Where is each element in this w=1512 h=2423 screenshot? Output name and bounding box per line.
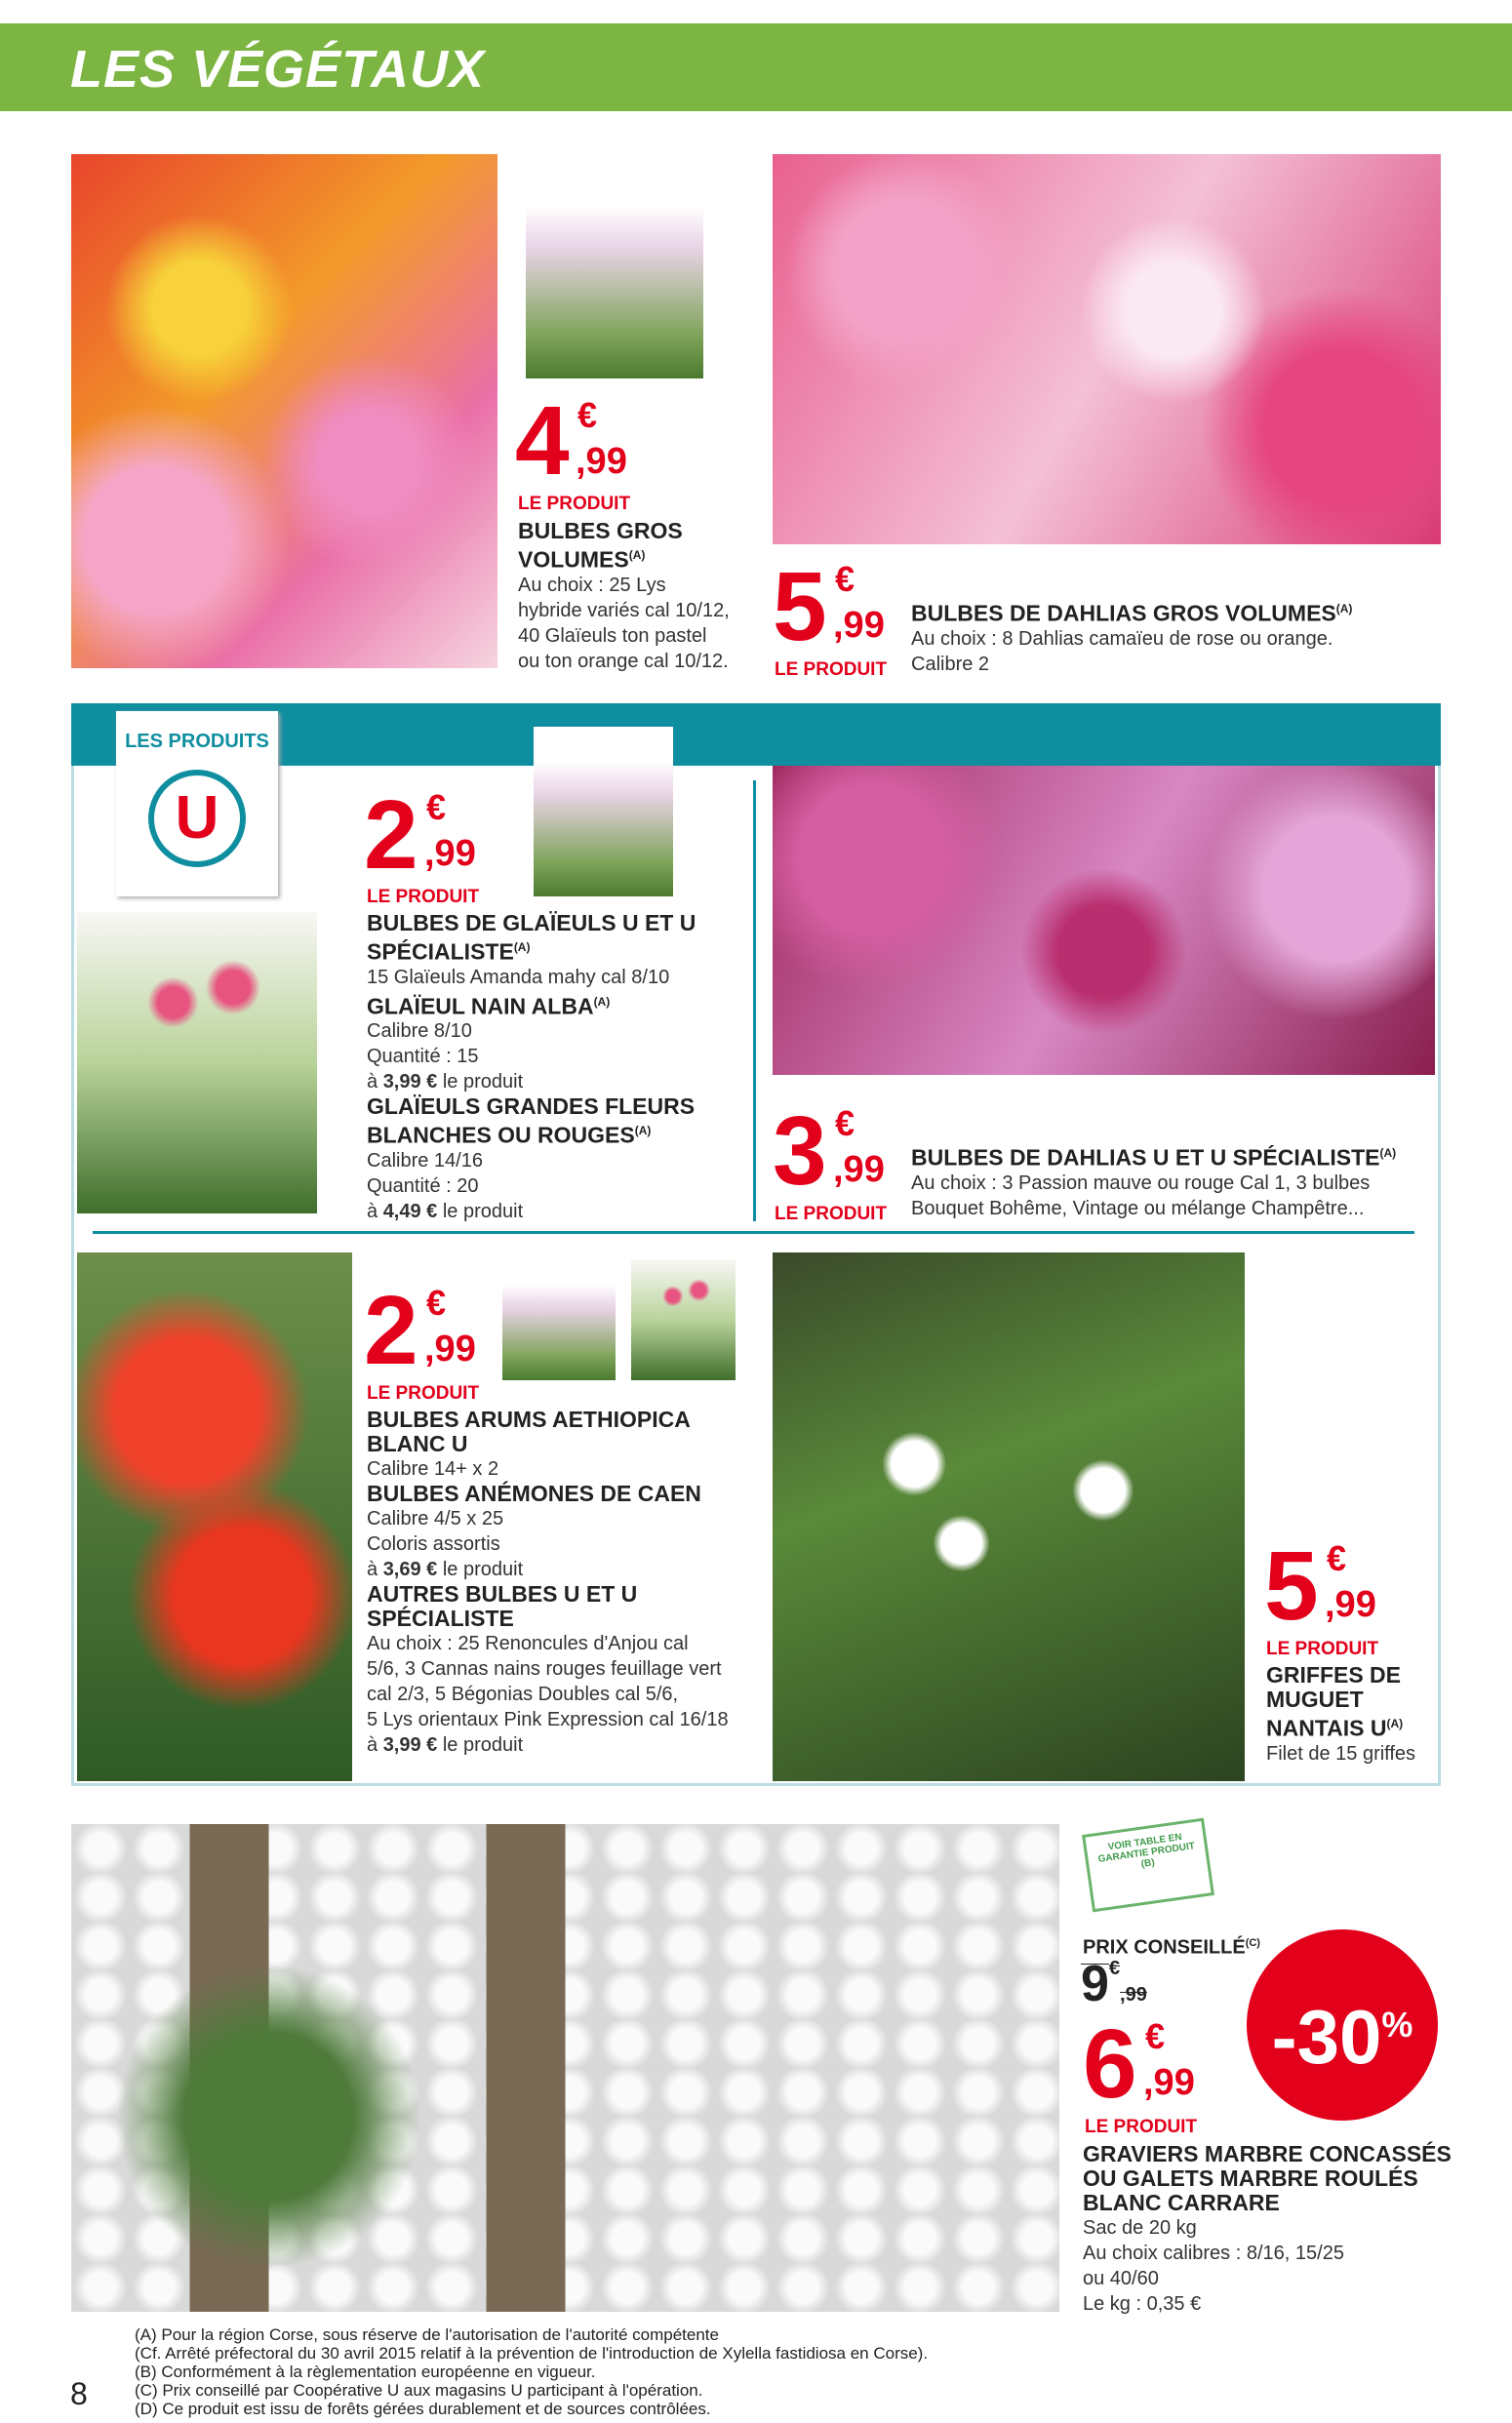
logo-letter: U <box>148 770 246 867</box>
logo-arc-text: LES PRODUITS <box>125 731 269 752</box>
divider <box>753 780 756 1221</box>
dahlia-image <box>773 154 1441 544</box>
stamp: VOIR TABLE EN GARANTIE PRODUIT (B) <box>1082 1818 1214 1913</box>
price: 6 € ,99 <box>1083 2009 1195 2119</box>
unit-label: LE PRODUIT <box>518 494 631 514</box>
unit-label: LE PRODUIT <box>775 659 888 680</box>
canna-image <box>77 1252 352 1781</box>
white-gladiolus-image <box>534 727 673 896</box>
old-price: 9€,99 <box>1081 1956 1147 2012</box>
price: 5 € ,99 <box>1264 1531 1376 1641</box>
footnotes: (A) Pour la région Corse, sous réserve de l'autorisation de l'autorité compétente (Cf. Arrêté préfectoral du 30 avril 2015 relatif à la prévention de l'introduction de Xylella fastidiosa en Corse). (B) Conformément à la règlementation européenne en vigueur. (C) Prix conseillé par Coopérative U aux magasins U participant à l'opération. (D) Ce produit est issu de forêts gérées durablement et de sources contrôlées. <box>135 2325 929 2418</box>
price: 5 € ,99 <box>773 552 885 661</box>
price: 4 € ,99 <box>515 386 627 496</box>
gladiolus-nain-image <box>77 912 317 1213</box>
section-header <box>0 23 1512 111</box>
arum-image <box>502 1260 616 1380</box>
dahlia-u-image <box>773 766 1435 1075</box>
page-number: 8 <box>70 2376 88 2411</box>
pebbles-image <box>71 1824 1059 2312</box>
lily-image <box>71 154 497 668</box>
unit-label: LE PRODUIT <box>367 887 480 907</box>
product-text: GRIFFES DE MUGUET NANTAIS $U^{(A)}$ Filet de 15 griffes <box>1266 1662 1416 1765</box>
product-text: BULBES GROS $VOLUMES^{(A)}$ Au choix : 25 Lys hybride variés cal 10/12, 40 Glaïeuls ton pastel ou ton orange cal 10/12. <box>518 518 730 672</box>
product-text: BULBES ARUMS AETHIOPICA BLANC U Calibre 14+ x 2 BULBES ANÉMONES DE CAEN Calibre 4/5 x 25 Coloris assortis à 3,69 € le produit AUTRES BULBES U ET U SPÉCIALISTE Au choix : 25 Renoncules d'Anjou cal 5/6, 3 Cannas nains rouges feuillage vert cal 2/3, 5 Bégonias Doubles cal 5/6, 5 Lys orientaux Pink Expression cal 16/18 à 3,99 € le produit <box>367 1407 729 1756</box>
discount-badge: -30% <box>1247 1929 1438 2121</box>
gladiolus-image <box>526 162 703 378</box>
lily-pink-image <box>631 1260 736 1380</box>
muguet-image <box>773 1252 1245 1781</box>
product-text: BULBES DE GLAÏEULS U ET U $SPÉCIALISTE^{(A)}$ 15 Glaïeuls Amanda mahy cal 8/10 GLAÏEUL NAIN $ALBA^{(A)}$ Calibre 8/10 Quantité : 15 à 3,99 € le produit GLAÏEULS GRANDES FLEURS BLANCHES OU $ROUGES^{(A)}$ Calibre 14/16 Quantité : 20 à 4,49 € le produit <box>367 910 696 1222</box>
price: 2 € ,99 <box>364 1276 476 1385</box>
unit-label: LE PRODUIT <box>1085 2117 1198 2137</box>
price: 2 € ,99 <box>364 780 476 890</box>
section-title: LES VÉGÉTAUX <box>70 40 486 99</box>
divider <box>93 1231 1414 1234</box>
product-text: BULBES DE DAHLIAS GROS $VOLUMES^{(A)}$ Au choix : 8 Dahlias camaïeu de rose ou orange. Calibre 2 <box>911 600 1353 675</box>
product-text: BULBES DE DAHLIAS U ET U $SPÉCIALISTE^{(A)}$ Au choix : 3 Passion mauve ou rouge Cal 1, 3 bulbes Bouquet Bohême, Vintage ou mélange Champêtre... <box>911 1144 1397 1219</box>
u-logo <box>116 711 278 896</box>
unit-label: LE PRODUIT <box>367 1383 480 1404</box>
product-text: GRAVIERS MARBRE CONCASSÉS OU GALETS MARBRE ROULÉS BLANC CARRARE Sac de 20 kg Au choix calibres : 8/16, 15/25 ou 40/60 Le kg : 0,35 € <box>1083 2141 1452 2315</box>
unit-label: LE PRODUIT <box>1266 1639 1379 1659</box>
price: 3 € ,99 <box>773 1096 885 1206</box>
old-price-label: PRIX $CONSEILLÉ^{(C)}$ <box>1083 1936 1260 1959</box>
unit-label: LE PRODUIT <box>775 1204 888 1224</box>
